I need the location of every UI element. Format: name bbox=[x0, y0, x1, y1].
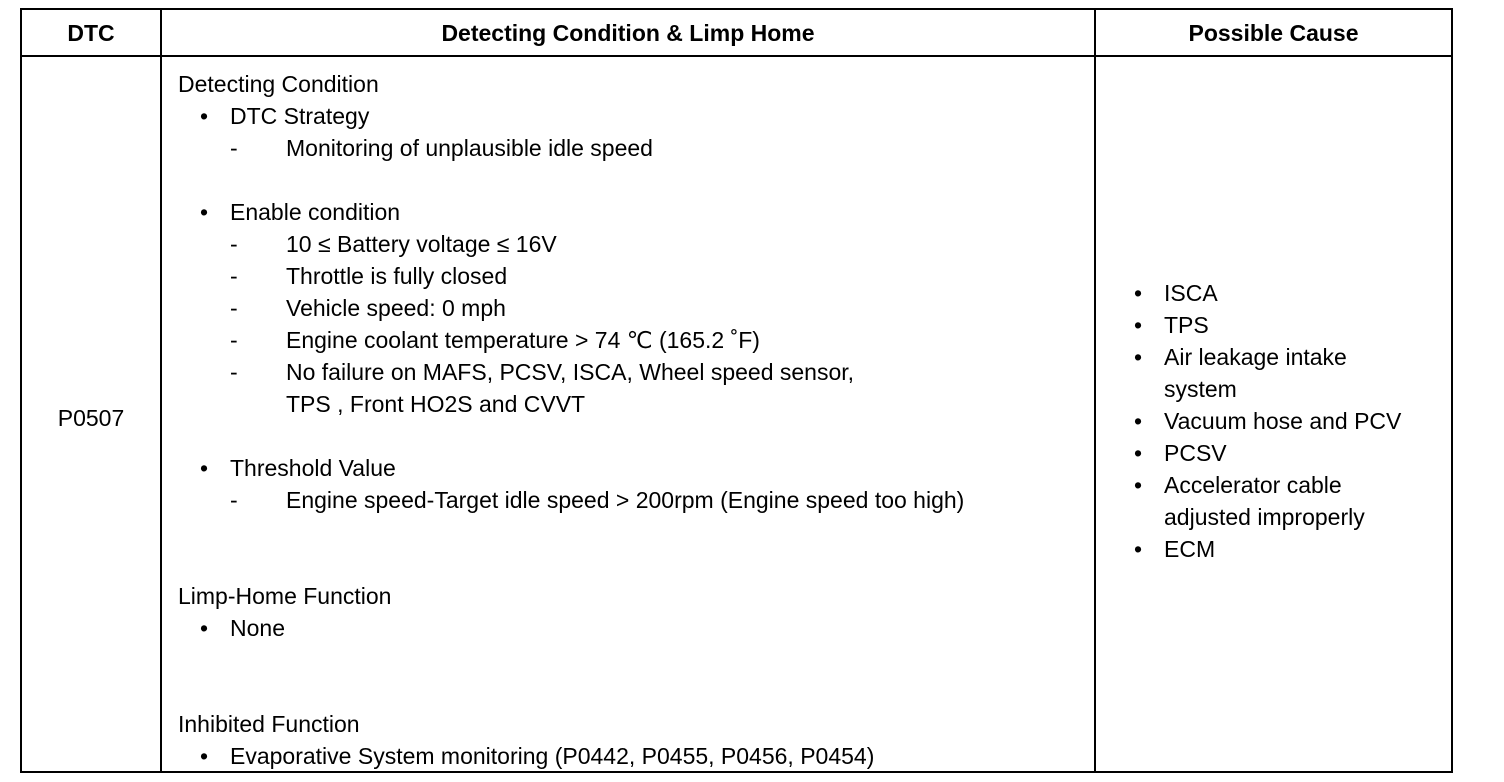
bullet-icon: • bbox=[200, 455, 209, 481]
list-item bbox=[178, 132, 964, 164]
list-item bbox=[1134, 277, 1464, 309]
dtc-code: P0507 bbox=[57, 405, 125, 431]
threshold-item: Engine speed-Target idle speed > 200rpm (Engine speed too high) bbox=[286, 487, 965, 513]
dash-icon: - bbox=[230, 231, 238, 257]
spacer bbox=[178, 516, 964, 548]
column-divider bbox=[1094, 10, 1096, 771]
list-item bbox=[1134, 405, 1464, 437]
dash-icon: - bbox=[230, 359, 238, 385]
cause-item: ECM bbox=[1164, 536, 1216, 562]
list-item bbox=[178, 740, 964, 772]
enable-item: 10 ≤ Battery voltage ≤ 16V bbox=[286, 231, 557, 257]
bullet-icon: • bbox=[1134, 408, 1143, 434]
cause-item: TPS bbox=[1164, 312, 1209, 338]
enable-item: No failure on MAFS, PCSV, ISCA, Wheel speed sensor, bbox=[286, 359, 855, 385]
list-item bbox=[178, 612, 964, 644]
detecting-condition-cell bbox=[178, 68, 964, 772]
list-item bbox=[178, 324, 964, 356]
list-item bbox=[178, 452, 964, 484]
dash-icon: - bbox=[230, 263, 238, 289]
spacer bbox=[178, 644, 964, 676]
bullet-icon: • bbox=[1134, 344, 1143, 370]
bullet-icon: • bbox=[1134, 440, 1143, 466]
list-item bbox=[178, 196, 964, 228]
bullet-icon: • bbox=[1134, 280, 1143, 306]
bullet-icon: • bbox=[200, 743, 209, 769]
strategy-item: Monitoring of unplausible idle speed bbox=[286, 135, 653, 161]
list-item bbox=[178, 292, 964, 324]
inhibited-item: Evaporative System monitoring (P0442, P0455, P0456, P0454) bbox=[230, 743, 875, 769]
limp-home-item: None bbox=[230, 615, 285, 641]
bullet-icon: • bbox=[200, 199, 209, 225]
spacer bbox=[178, 164, 964, 196]
strategy-label: DTC Strategy bbox=[230, 103, 370, 129]
bullet-icon: • bbox=[200, 103, 209, 129]
cause-item: ISCA bbox=[1164, 280, 1218, 306]
limp-home-title: Limp-Home Function bbox=[178, 583, 392, 609]
column-divider bbox=[160, 10, 162, 771]
list-item bbox=[178, 228, 964, 260]
enable-item: Throttle is fully closed bbox=[286, 263, 508, 289]
list-item bbox=[1134, 469, 1464, 533]
detecting-condition-title: Detecting Condition bbox=[178, 71, 379, 97]
dash-icon: - bbox=[230, 295, 238, 321]
cause-item: PCSV bbox=[1164, 440, 1227, 466]
spacer bbox=[178, 548, 964, 580]
list-item bbox=[178, 484, 964, 516]
enable-item: Engine coolant temperature > 74 ℃ (165.2 ˚F) bbox=[286, 327, 760, 353]
enable-label: Enable condition bbox=[230, 199, 401, 225]
list-item bbox=[178, 260, 964, 292]
dash-icon: - bbox=[230, 135, 238, 161]
list-item bbox=[1134, 437, 1464, 469]
bullet-icon: • bbox=[1134, 536, 1143, 562]
enable-item: Vehicle speed: 0 mph bbox=[286, 295, 506, 321]
enable-item-continuation: TPS , Front HO2S and CVVT bbox=[286, 391, 586, 417]
dtc-table bbox=[20, 8, 1453, 773]
header-dtc: DTC bbox=[67, 19, 115, 46]
dash-icon: - bbox=[230, 327, 238, 353]
bullet-icon: • bbox=[200, 615, 209, 641]
bullet-icon: • bbox=[1134, 472, 1143, 498]
possible-cause-cell bbox=[1134, 277, 1464, 565]
inhibited-title: Inhibited Function bbox=[178, 711, 360, 737]
list-item bbox=[1134, 309, 1464, 341]
cause-item: Accelerator cable adjusted improperly bbox=[1164, 472, 1365, 530]
header-possible-cause: Possible Cause bbox=[1188, 19, 1359, 46]
list-item bbox=[1134, 533, 1464, 565]
spacer bbox=[178, 676, 964, 708]
list-item bbox=[1134, 341, 1464, 405]
threshold-label: Threshold Value bbox=[230, 455, 396, 481]
cause-item: Air leakage intake system bbox=[1164, 344, 1347, 402]
bullet-icon: • bbox=[1134, 312, 1143, 338]
cause-item: Vacuum hose and PCV bbox=[1164, 408, 1402, 434]
spacer bbox=[178, 420, 964, 452]
list-item bbox=[178, 100, 964, 132]
dash-icon: - bbox=[230, 487, 238, 513]
list-item bbox=[178, 356, 964, 388]
header-detecting-condition: Detecting Condition & Limp Home bbox=[441, 19, 815, 46]
